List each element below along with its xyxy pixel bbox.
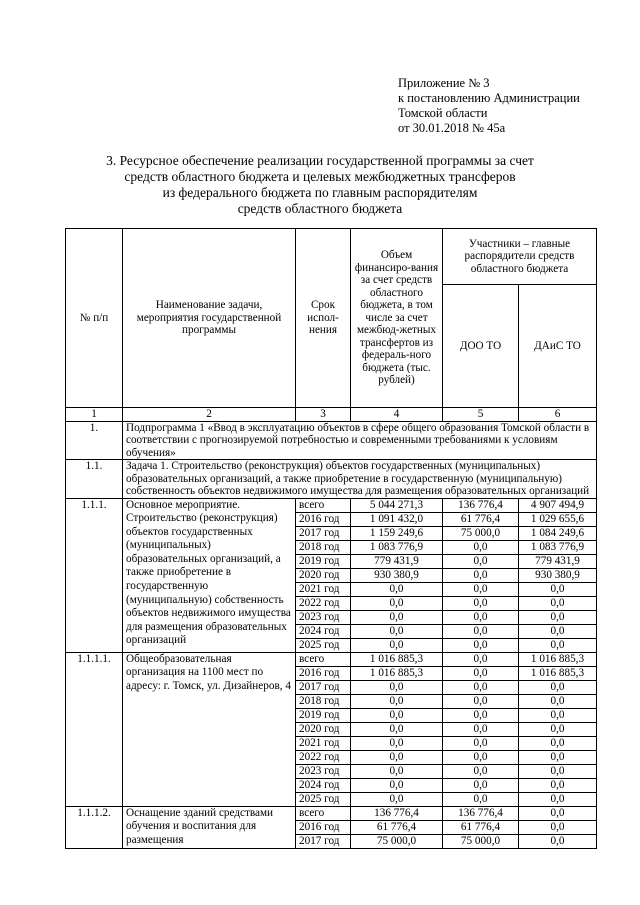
total-volume: 0,0: [351, 764, 443, 778]
section-row: [66, 460, 597, 499]
total-volume: 61 776,4: [351, 820, 443, 834]
total-volume: 0,0: [351, 694, 443, 708]
dais-volume: 0,0: [519, 610, 597, 624]
total-volume: 0,0: [351, 638, 443, 652]
doo-volume: 0,0: [443, 764, 519, 778]
dais-volume: 0,0: [519, 582, 597, 596]
header-dais: ДАиС ТО: [519, 285, 597, 408]
total-volume: 1 016 885,3: [351, 652, 443, 666]
header-num: № п/п: [66, 229, 123, 408]
header-term: Срок испол-нения: [296, 229, 351, 408]
col-number: 3: [296, 408, 351, 422]
item-number: 1.1.1.: [66, 498, 123, 652]
total-volume: 0,0: [351, 778, 443, 792]
total-volume: 136 776,4: [351, 806, 443, 820]
col-number: 1: [66, 408, 123, 422]
doo-volume: 0,0: [443, 778, 519, 792]
dais-volume: 0,0: [519, 792, 597, 806]
total-volume: 930 380,9: [351, 568, 443, 582]
doo-volume: 0,0: [443, 680, 519, 694]
appendix-line: от 30.01.2018 № 45а: [398, 121, 506, 135]
dais-volume: 0,0: [519, 708, 597, 722]
doo-volume: 0,0: [443, 666, 519, 680]
header-participants: Участники – главные распорядители средств областного бюджета: [443, 229, 597, 285]
dais-volume: 0,0: [519, 806, 597, 820]
dais-volume: 0,0: [519, 834, 597, 848]
total-volume: 779 431,9: [351, 554, 443, 568]
period: 2023 год: [296, 764, 351, 778]
appendix-header: [398, 76, 580, 136]
doo-volume: 0,0: [443, 722, 519, 736]
title-line: средств областного бюджета и целевых межбюджетных трансферов: [124, 169, 516, 184]
dais-volume: 0,0: [519, 750, 597, 764]
document-title: [100, 153, 540, 217]
period: 2019 год: [296, 554, 351, 568]
dais-volume: 0,0: [519, 778, 597, 792]
doo-volume: 0,0: [443, 568, 519, 582]
dais-volume: 0,0: [519, 764, 597, 778]
header-doo: ДОО ТО: [443, 285, 519, 408]
doo-volume: 0,0: [443, 708, 519, 722]
period: 2016 год: [296, 512, 351, 526]
total-volume: 0,0: [351, 708, 443, 722]
period: всего: [296, 806, 351, 820]
appendix-line: к постановлению Администрации: [398, 91, 580, 105]
total-volume: 5 044 271,3: [351, 498, 443, 512]
doo-volume: 61 776,4: [443, 820, 519, 834]
section-number: 1.1.: [66, 460, 123, 499]
period: 2018 год: [296, 694, 351, 708]
period: всего: [296, 498, 351, 512]
period: 2023 год: [296, 610, 351, 624]
period: 2024 год: [296, 624, 351, 638]
dais-volume: 0,0: [519, 680, 597, 694]
total-volume: 0,0: [351, 750, 443, 764]
period: 2022 год: [296, 596, 351, 610]
total-volume: 0,0: [351, 722, 443, 736]
section-text: Подпрограмма 1 «Ввод в эксплуатацию объектов в сфере общего образования Томской области в соответствии с прогнозируемой потребностью и современными требованиями к условиям обучения»: [123, 421, 597, 460]
dais-volume: 1 083 776,9: [519, 540, 597, 554]
doo-volume: 0,0: [443, 540, 519, 554]
total-volume: 1 016 885,3: [351, 666, 443, 680]
dais-volume: 779 431,9: [519, 554, 597, 568]
title-line: 3. Ресурсное обеспечение реализации государственной программы за счет: [106, 153, 534, 168]
doo-volume: 61 776,4: [443, 512, 519, 526]
section-number: 1.: [66, 421, 123, 460]
section-row: [66, 421, 597, 460]
title-line: средств областного бюджета: [237, 201, 403, 216]
doo-volume: 75 000,0: [443, 526, 519, 540]
doo-volume: 0,0: [443, 792, 519, 806]
title-line: из федерального бюджета по главным распорядителям: [162, 185, 478, 200]
col-number: 2: [123, 408, 296, 422]
period: 2016 год: [296, 820, 351, 834]
period: всего: [296, 652, 351, 666]
period: 2021 год: [296, 736, 351, 750]
dais-volume: 4 907 494,9: [519, 498, 597, 512]
appendix-line: Томской области: [398, 106, 488, 120]
table-row: [66, 652, 597, 666]
doo-volume: 136 776,4: [443, 498, 519, 512]
period: 2017 год: [296, 834, 351, 848]
dais-volume: 0,0: [519, 820, 597, 834]
period: 2020 год: [296, 722, 351, 736]
dais-volume: 0,0: [519, 736, 597, 750]
dais-volume: 0,0: [519, 624, 597, 638]
item-name: Общеобразовательная организация на 1100 мест по адресу: г. Томск, ул. Дизайнеров, 4: [123, 652, 296, 806]
total-volume: 1 083 776,9: [351, 540, 443, 554]
header-volume: Объем финансиро-вания за счет средств областного бюджета, в том числе за счет межбюд-жетных трансфертов из федераль-ного бюджета (тыс. рублей): [351, 229, 443, 408]
period: 2022 год: [296, 750, 351, 764]
doo-volume: 0,0: [443, 694, 519, 708]
table-row: [66, 806, 597, 820]
period: 2020 год: [296, 568, 351, 582]
col-number: 5: [443, 408, 519, 422]
dais-volume: 1 016 885,3: [519, 666, 597, 680]
period: 2025 год: [296, 792, 351, 806]
doo-volume: 0,0: [443, 596, 519, 610]
dais-volume: 0,0: [519, 694, 597, 708]
doo-volume: 0,0: [443, 554, 519, 568]
total-volume: 0,0: [351, 582, 443, 596]
total-volume: 0,0: [351, 610, 443, 624]
period: 2016 год: [296, 666, 351, 680]
dais-volume: 0,0: [519, 638, 597, 652]
col-number: 4: [351, 408, 443, 422]
period: 2018 год: [296, 540, 351, 554]
doo-volume: 136 776,4: [443, 806, 519, 820]
item-number: 1.1.1.1.: [66, 652, 123, 806]
total-volume: 75 000,0: [351, 834, 443, 848]
item-number: 1.1.1.2.: [66, 806, 123, 848]
doo-volume: 0,0: [443, 750, 519, 764]
total-volume: 0,0: [351, 792, 443, 806]
dais-volume: 930 380,9: [519, 568, 597, 582]
doo-volume: 0,0: [443, 638, 519, 652]
item-name: Оснащение зданий средствами обучения и воспитания для размещения: [123, 806, 296, 848]
item-name: Основное мероприятие. Строительство (реконструкция) объектов государственных (муниципальных) образовательных организаций, а также приобретение в государственную (муниципальную) собственность объектов недвижимого имущества для размещения образовательных организаций: [123, 498, 296, 652]
doo-volume: 0,0: [443, 582, 519, 596]
section-text: Задача 1. Строительство (реконструкция) объектов государственных (муниципальных) образовательных организаций, а также приобретение в государственную (муниципальную) собственность объектов недвижимого имущества для размещения образовательных организаций: [123, 460, 597, 499]
doo-volume: 0,0: [443, 624, 519, 638]
total-volume: 0,0: [351, 736, 443, 750]
period: 2025 год: [296, 638, 351, 652]
period: 2017 год: [296, 526, 351, 540]
period: 2024 год: [296, 778, 351, 792]
doo-volume: 0,0: [443, 610, 519, 624]
header-name: Наименование задачи, мероприятия государственной программы: [123, 229, 296, 408]
doo-volume: 75 000,0: [443, 834, 519, 848]
dais-volume: 0,0: [519, 596, 597, 610]
total-volume: 0,0: [351, 596, 443, 610]
period: 2019 год: [296, 708, 351, 722]
resource-table: [65, 228, 597, 849]
dais-volume: 1 029 655,6: [519, 512, 597, 526]
total-volume: 0,0: [351, 680, 443, 694]
dais-volume: 1 084 249,6: [519, 526, 597, 540]
col-number: 6: [519, 408, 597, 422]
period: 2021 год: [296, 582, 351, 596]
dais-volume: 0,0: [519, 722, 597, 736]
total-volume: 1 091 432,0: [351, 512, 443, 526]
doo-volume: 0,0: [443, 736, 519, 750]
total-volume: 1 159 249,6: [351, 526, 443, 540]
table-row: [66, 498, 597, 512]
total-volume: 0,0: [351, 624, 443, 638]
dais-volume: 1 016 885,3: [519, 652, 597, 666]
appendix-line: Приложение № 3: [398, 76, 490, 90]
doo-volume: 0,0: [443, 652, 519, 666]
period: 2017 год: [296, 680, 351, 694]
